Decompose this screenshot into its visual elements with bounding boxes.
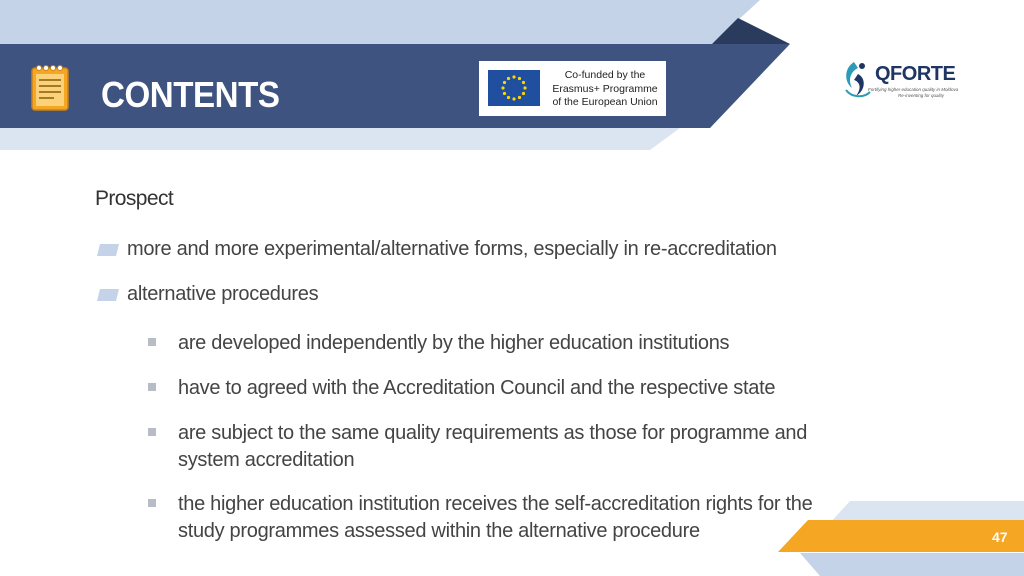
square-bullet-icon <box>148 428 156 436</box>
square-bullet-icon <box>148 338 156 346</box>
section-subtitle: Prospect <box>95 187 174 210</box>
notepad-icon <box>30 62 70 112</box>
eu-logo-line2: Erasmus+ Programme <box>552 82 658 95</box>
bullet-marker-icon <box>97 289 119 301</box>
qforte-logo <box>838 58 966 104</box>
qforte-tagline2: Re-inventing for quality <box>898 93 945 98</box>
page-number: 47 <box>992 529 1008 545</box>
bullet-text: alternative procedures <box>127 283 319 305</box>
qforte-name: QFORTE <box>875 63 956 85</box>
footer-decoration <box>760 495 1024 576</box>
sub-bullet-text: have to agreed with the Accreditation Council and the respective state <box>178 377 776 399</box>
slide-title: CONTENTS <box>101 74 280 115</box>
square-bullet-icon <box>148 499 156 507</box>
bullet-item <box>97 283 318 306</box>
bullet-text: more and more experimental/alternative forms, especially in re-accreditation <box>127 238 777 260</box>
eu-flag-icon <box>488 70 540 106</box>
qforte-emblem-icon <box>840 60 874 100</box>
bullet-item <box>97 238 777 261</box>
eu-logo <box>479 61 666 116</box>
sub-bullet-text: are developed independently by the higher education institutions <box>178 332 730 354</box>
eu-logo-line1: Co-funded by the <box>564 69 646 81</box>
bullet-marker-icon <box>97 244 119 256</box>
sub-bullet-text: are subject to the same quality requirements as those for programme and system accreditation <box>178 422 808 471</box>
sub-bullet-text: the higher education institution receives the self-accreditation rights for the study programmes assessed within the alternative procedure <box>178 493 813 542</box>
eu-logo-line3: of the European Union <box>552 96 658 108</box>
qforte-tagline1: Fortifying higher education quality in Moldova <box>868 87 959 92</box>
square-bullet-icon <box>148 383 156 391</box>
eu-logo-text <box>547 69 663 110</box>
